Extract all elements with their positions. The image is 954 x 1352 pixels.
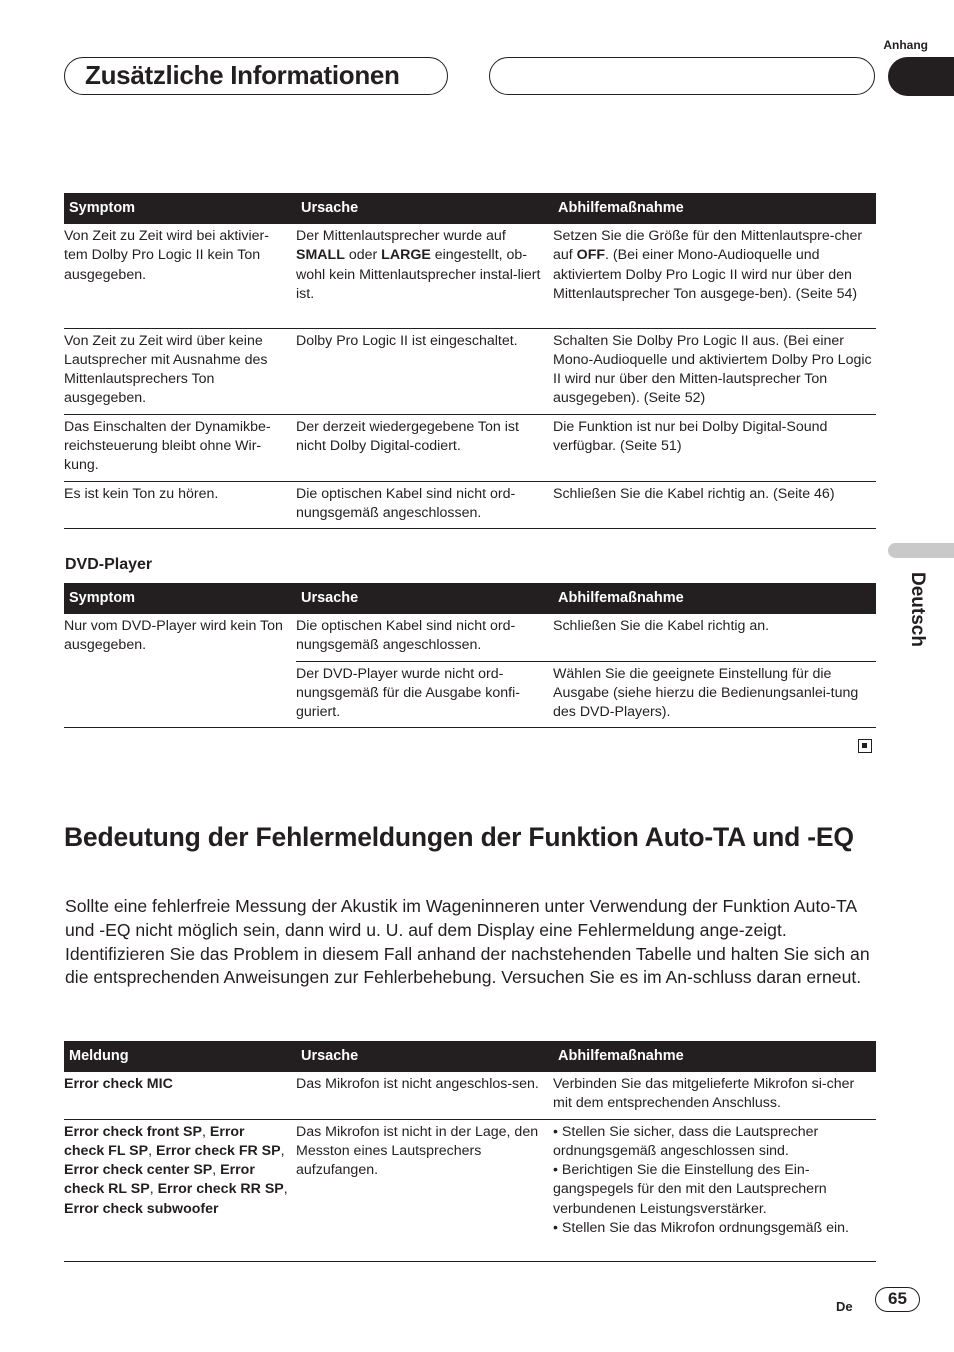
table-header-row xyxy=(64,193,876,224)
table-header-row xyxy=(64,583,876,614)
error-message: Error check FR SP xyxy=(156,1142,281,1159)
remedy-cell: Schließen Sie die Kabel richtig an. xyxy=(553,614,876,661)
error-message-table xyxy=(64,1041,876,1262)
table-header-row xyxy=(64,1041,876,1072)
footer-language: De xyxy=(836,1299,853,1314)
table-row xyxy=(64,614,876,661)
table-row xyxy=(64,1072,876,1119)
remedy-bullet: • Stellen Sie das Mikrofon ordnungsgemäß ein. xyxy=(553,1220,849,1237)
troubleshooting-table-dvd xyxy=(64,583,876,728)
page-number: 65 xyxy=(875,1287,920,1312)
cause-cell: Der derzeit wiedergegebene Ton ist nicht Dolby Digital-codiert. xyxy=(296,414,553,481)
header-empty-frame xyxy=(489,57,875,95)
cause-cell: Das Mikrofon ist nicht in der Lage, den Messton eines Lautsprechers aufzufangen. xyxy=(296,1119,553,1261)
chapter-title-frame xyxy=(64,57,448,95)
table-row xyxy=(64,224,876,328)
table-row xyxy=(64,414,876,481)
cause-cell: Der DVD-Player wurde nicht ord-nungsgemäß für die Ausgabe konfi-guriert. xyxy=(296,661,553,728)
error-message: Error check FL SP xyxy=(64,1123,245,1159)
cause-cell: Der Mittenlautsprecher wurde auf SMALL oder LARGE eingestellt, ob-wohl kein Mittenlautsprecher instal-liert ist. xyxy=(296,224,553,328)
remedy-cell: Setzen Sie die Größe für den Mittenlautspre-cher auf OFF. (Bei einer Mono-Audioquelle und aktiviertem Dolby Pro Logic II wird nur über den Mittenlautsprecher Ton ausgege-ben). (Seite 54) xyxy=(553,224,876,328)
error-message: Error check center SP xyxy=(64,1162,213,1179)
header-remedy: Abhilfemaßnahme xyxy=(553,583,876,614)
table-row xyxy=(64,328,876,414)
section-end-marker xyxy=(858,739,872,753)
header-message: Meldung xyxy=(64,1041,296,1072)
remedy-cell: Wählen Sie die geeignete Einstellung für die Ausgabe (siehe hierzu die Bedienungsanlei-tung des DVD-Players). xyxy=(553,661,876,728)
troubleshooting-table-audio xyxy=(64,193,876,529)
remedy-bullet: • Stellen Sie sicher, dass die Lautsprecher ordnungsgemäß angeschlossen sind. xyxy=(553,1123,819,1159)
header-symptom: Symptom xyxy=(64,583,296,614)
remedy-cell xyxy=(553,1119,876,1261)
section-label: Anhang xyxy=(883,38,928,52)
error-message: Error check subwoofer xyxy=(64,1200,219,1217)
table-row xyxy=(64,1119,876,1261)
symptom-cell: Von Zeit zu Zeit wird über keine Lautsprecher mit Ausnahme des Mittenlautsprechers Ton ausgegeben. xyxy=(64,328,296,414)
header-cause: Ursache xyxy=(296,583,553,614)
error-message: Error check RR SP xyxy=(157,1181,284,1198)
section-heading: Bedeutung der Fehlermeldungen der Funktion Auto-TA und -EQ xyxy=(64,822,854,852)
header-cause: Ursache xyxy=(296,193,553,224)
message-cell: Error check MIC xyxy=(64,1072,296,1119)
cause-cell: Das Mikrofon ist nicht angeschlos-sen. xyxy=(296,1072,553,1119)
symptom-cell: Nur vom DVD-Player wird kein Ton ausgegeben. xyxy=(64,618,283,654)
header-symptom: Symptom xyxy=(64,193,296,224)
header-remedy: Abhilfemaßnahme xyxy=(553,193,876,224)
remedy-cell: Verbinden Sie das mitgelieferte Mikrofon si-cher mit dem entsprechenden Anschluss. xyxy=(553,1072,876,1119)
remedy-bullet: • Berichtigen Sie die Einstellung des Ein-gangspegels für den mit den Lautsprechern verbundenen Leistungsverstärker. xyxy=(553,1162,827,1217)
symptom-cell-empty xyxy=(64,661,296,728)
language-tab xyxy=(888,543,954,558)
symptom-cell: Das Einschalten der Dynamikbe-reichsteuerung bleibt ohne Wir-kung. xyxy=(64,414,296,481)
cause-cell: Die optischen Kabel sind nicht ord-nungsgemäß angeschlossen. xyxy=(296,481,553,529)
intro-paragraph: Sollte eine fehlerfreie Messung der Akustik im Wageninneren unter Verwendung der Funktion Auto-TA und -EQ nicht möglich sein, dann wird u. U. auf dem Display eine Fehlermeldung ange-zeigt. Identifizieren Sie das Problem in diesem Fall anhand der nachstehenden Tabelle und halten Sie sich an die entsprechenden Anweisungen zur Fehlerbehebung. Versuchen Sie es im An-schluss daran erneut. xyxy=(65,896,870,988)
cause-cell: Dolby Pro Logic II ist eingeschaltet. xyxy=(296,328,553,414)
chapter-title: Zusätzliche Informationen xyxy=(85,60,400,90)
cause-cell: Die optischen Kabel sind nicht ord-nungsgemäß angeschlossen. xyxy=(296,614,553,661)
header-remedy: Abhilfemaßnahme xyxy=(553,1041,876,1072)
side-language-label: Deutsch xyxy=(907,572,928,647)
symptom-cell: Es ist kein Ton zu hören. xyxy=(64,481,296,529)
table-row xyxy=(64,481,876,529)
error-message: Error check front SP xyxy=(64,1123,202,1140)
remedy-cell: Schließen Sie die Kabel richtig an. (Seite 46) xyxy=(553,481,876,529)
symptom-cell: Von Zeit zu Zeit wird bei aktivier-tem Dolby Pro Logic II kein Ton ausgegeben. xyxy=(64,224,296,328)
dvd-player-subheading: DVD-Player xyxy=(65,556,153,573)
table-row xyxy=(64,661,876,728)
header-cause: Ursache xyxy=(296,1041,553,1072)
remedy-cell: Schalten Sie Dolby Pro Logic II aus. (Bei einer Mono-Audioquelle und aktiviertem Dolby Pro Logic II wird nur über den Mitten-lautsprecher Ton ausgegeben). (Seite 52) xyxy=(553,328,876,414)
remedy-cell: Die Funktion ist nur bei Dolby Digital-Sound verfügbar. (Seite 51) xyxy=(553,414,876,481)
chapter-tab xyxy=(888,57,954,96)
message-cell: Error check front SP, Error check FL SP, Error check FR SP, Error check center SP, Error check RL SP, Error check RR SP, Error check subwoofer xyxy=(64,1119,296,1261)
error-message: Error check RL SP xyxy=(64,1162,255,1198)
